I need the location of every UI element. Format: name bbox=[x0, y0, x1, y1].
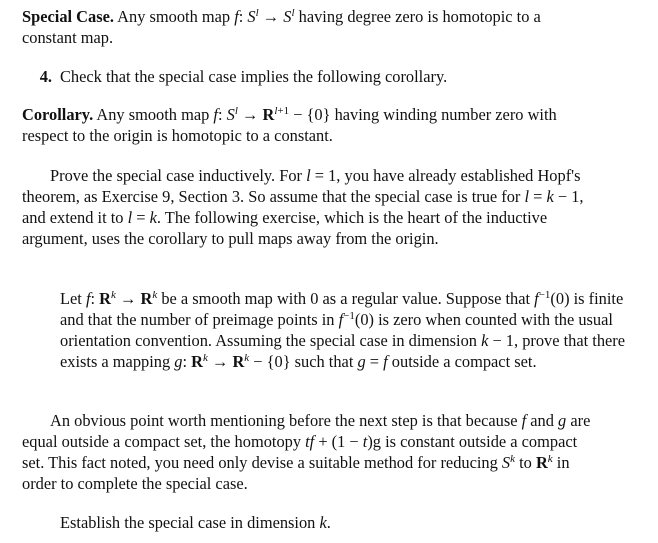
exercise-6 bbox=[60, 512, 636, 533]
paragraph-induction: Prove the special case inductively. For l = 1, you have already established Hopf's theorem, as Exercise 9, Section 3. So assume that the special case is true for l = k − 1, and extend it to l = k. The following exercise, which is the heart of the inductive argument, uses the corollary to pull maps away from the origin. bbox=[22, 166, 584, 248]
exercise-4-number: 4. bbox=[39, 67, 52, 86]
exercise-5-number bbox=[22, 288, 60, 309]
exercise-6-text: Establish the special case in dimension k. bbox=[60, 513, 331, 532]
exercise-5 bbox=[60, 288, 636, 372]
special-case-text: Any smooth map f: $S^l \to S^l$ having degree zero is homotopic to a constant map. bbox=[22, 7, 541, 47]
corollary-statement bbox=[22, 104, 598, 146]
paragraph-homotopy: An obvious point worth mentioning before the next step is that because f and g are equal outside a compact set, the homotopy tf + (1 − t)g is constant outside a compact set. This fact noted, you need only devise a suitable method for reducing $S^k$ to $R^k$ in order to complete the special case. bbox=[22, 411, 591, 493]
corollary-heading: Corollary. bbox=[22, 105, 94, 124]
special-case-heading: Special Case. bbox=[22, 7, 114, 26]
corollary-text: Any smooth map f: $S^l \to R^{l+1} - \{0\}$ having winding number zero with respect to the origin is homotopic to a constant. bbox=[22, 105, 557, 145]
special-case-statement bbox=[22, 6, 598, 48]
exercise-4-text: Check that the special case implies the following corollary. bbox=[60, 67, 448, 86]
exercise-5-text: Let f: $R^k \to R^k$ be a smooth map with 0 as a regular value. Suppose that $f^{-1}(0)$ is finite and that the number of preimage points in $f^{-1}(0)$ is zero when counted with the usual orientation convention. Assuming the special case in dimension k − 1, prove that there exists a mapping g: $R^k \to R^k - \{0\}$ such that g = f outside a compact set. bbox=[60, 289, 626, 371]
exercise-6-number bbox=[22, 512, 60, 533]
exercise-4 bbox=[22, 66, 598, 87]
